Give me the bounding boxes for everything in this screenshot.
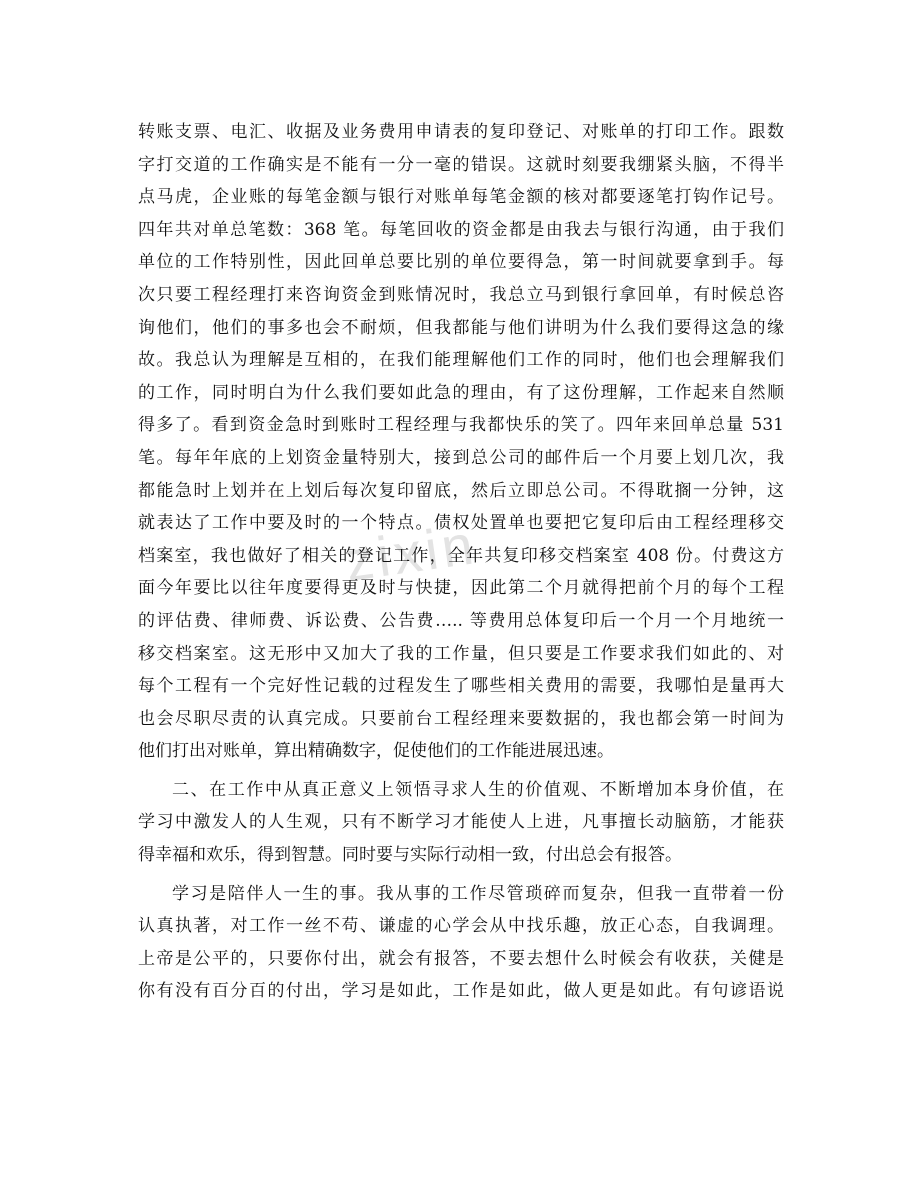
text-line: 面今年要比以往年度要得更及时与快捷，因此第二个月就得把前个月的每个工程 [138, 578, 784, 599]
watermark: zixin [341, 512, 481, 593]
text-line: 就表达了工作中要及时的一个特点。债权处置单也要把它复印后由工程经理移交 [138, 513, 784, 534]
text-line: 转账支票、电汇、收据及业务费用申请表的复印登记、对账单的打印工作。跟数 [138, 122, 784, 142]
text-line: 四年共对单总笔数：368 笔。每笔回收的资金都是由我去与银行沟通，由于我们 [138, 219, 784, 240]
text-line: 得多了。看到资金急时到账时工程经理与我都快乐的笑了。四年来回单总量 531 [138, 415, 784, 436]
text-line: 认真执著，对工作一丝不苟、谦虚的心学会从中找乐趣，放正心态，自我调理。 [138, 916, 784, 937]
text-line: 单位的工作特别性，因此回单总要比别的单位要得急，第一时间就要拿到手。每 [138, 252, 784, 273]
text-line: 二、在工作中从真正意义上领悟寻求人生的价值观、不断增加本身价值，在 [172, 779, 784, 800]
text-line: 字打交道的工作确实是不能有一分一毫的错误。这就时刻要我绷紧头脑，不得半 [138, 154, 784, 175]
text-line: 的评估费、律师费、诉讼费、公告费….. 等费用总体复印后一个月一个月地统一 [138, 610, 784, 631]
text-line: 得幸福和欢乐，得到智慧。同时要与实际行动相一致，付出总会有报答。 [138, 845, 682, 866]
text-line: 档案室，我也做好了相关的登记工作，全年共复印移交档案室 408 份。付费这方 [138, 545, 784, 566]
text-line: 你有没有百分百的付出，学习是如此，工作是如此，做人更是如此。有句谚语说 [138, 981, 784, 1002]
text-line: 故。我总认为理解是互相的，在我们能理解他们工作的同时，他们也会理解我们 [138, 350, 784, 371]
text-line: 他们打出对账单，算出精确数字，促使他们的工作能进展迅速。 [138, 741, 614, 762]
text-line: 都能急时上划并在上划后每次复印留底，然后立即总公司。不得耽搁一分钟，这 [138, 480, 784, 501]
text-line: 学习中激发人的人生观，只有不断学习才能使人上进，凡事擅长动脑筋，才能获 [138, 812, 784, 833]
text-line: 询他们，他们的事多也会不耐烦，但我都能与他们讲明为什么我们要得这急的缘 [138, 317, 784, 338]
text-line: 次只要工程经理打来咨询资金到账情况时，我总立马到银行拿回单，有时候总咨 [138, 284, 784, 305]
paragraph-1 [138, 116, 784, 768]
text-line: 移交档案室。这无形中又加大了我的工作量，但只要是工作要求我们如此的、对 [138, 643, 784, 664]
text-line: 也会尽职尽责的认真完成。只要前台工程经理来要数据的，我也都会第一时间为 [138, 708, 784, 729]
text-line: 学习是陪伴人一生的事。我从事的工作尽管琐碎而复杂，但我一直带着一份 [172, 883, 784, 904]
text-line: 每个工程有一个完好性记载的过程发生了哪些相关费用的需要，我哪怕是量再大 [138, 676, 784, 697]
text-line: 笔。每年年底的上划资金量特别大，接到总公司的邮件后一个月要上划几次，我 [138, 447, 784, 468]
text-line: 点马虎，企业账的每笔金额与银行对账单每笔金额的核对都要逐笔打钩作记号。 [138, 187, 784, 208]
paragraph-2 [138, 774, 784, 872]
document-body [138, 116, 784, 1008]
text-line: 的工作，同时明白为什么我们要如此急的理由，有了这份理解，工作起来自然顺 [138, 382, 784, 403]
paragraph-3 [138, 878, 784, 1008]
text-line: 上帝是公平的，只要你付出，就会有报答，不要去想什么时候会有收获，关健是 [138, 948, 784, 969]
